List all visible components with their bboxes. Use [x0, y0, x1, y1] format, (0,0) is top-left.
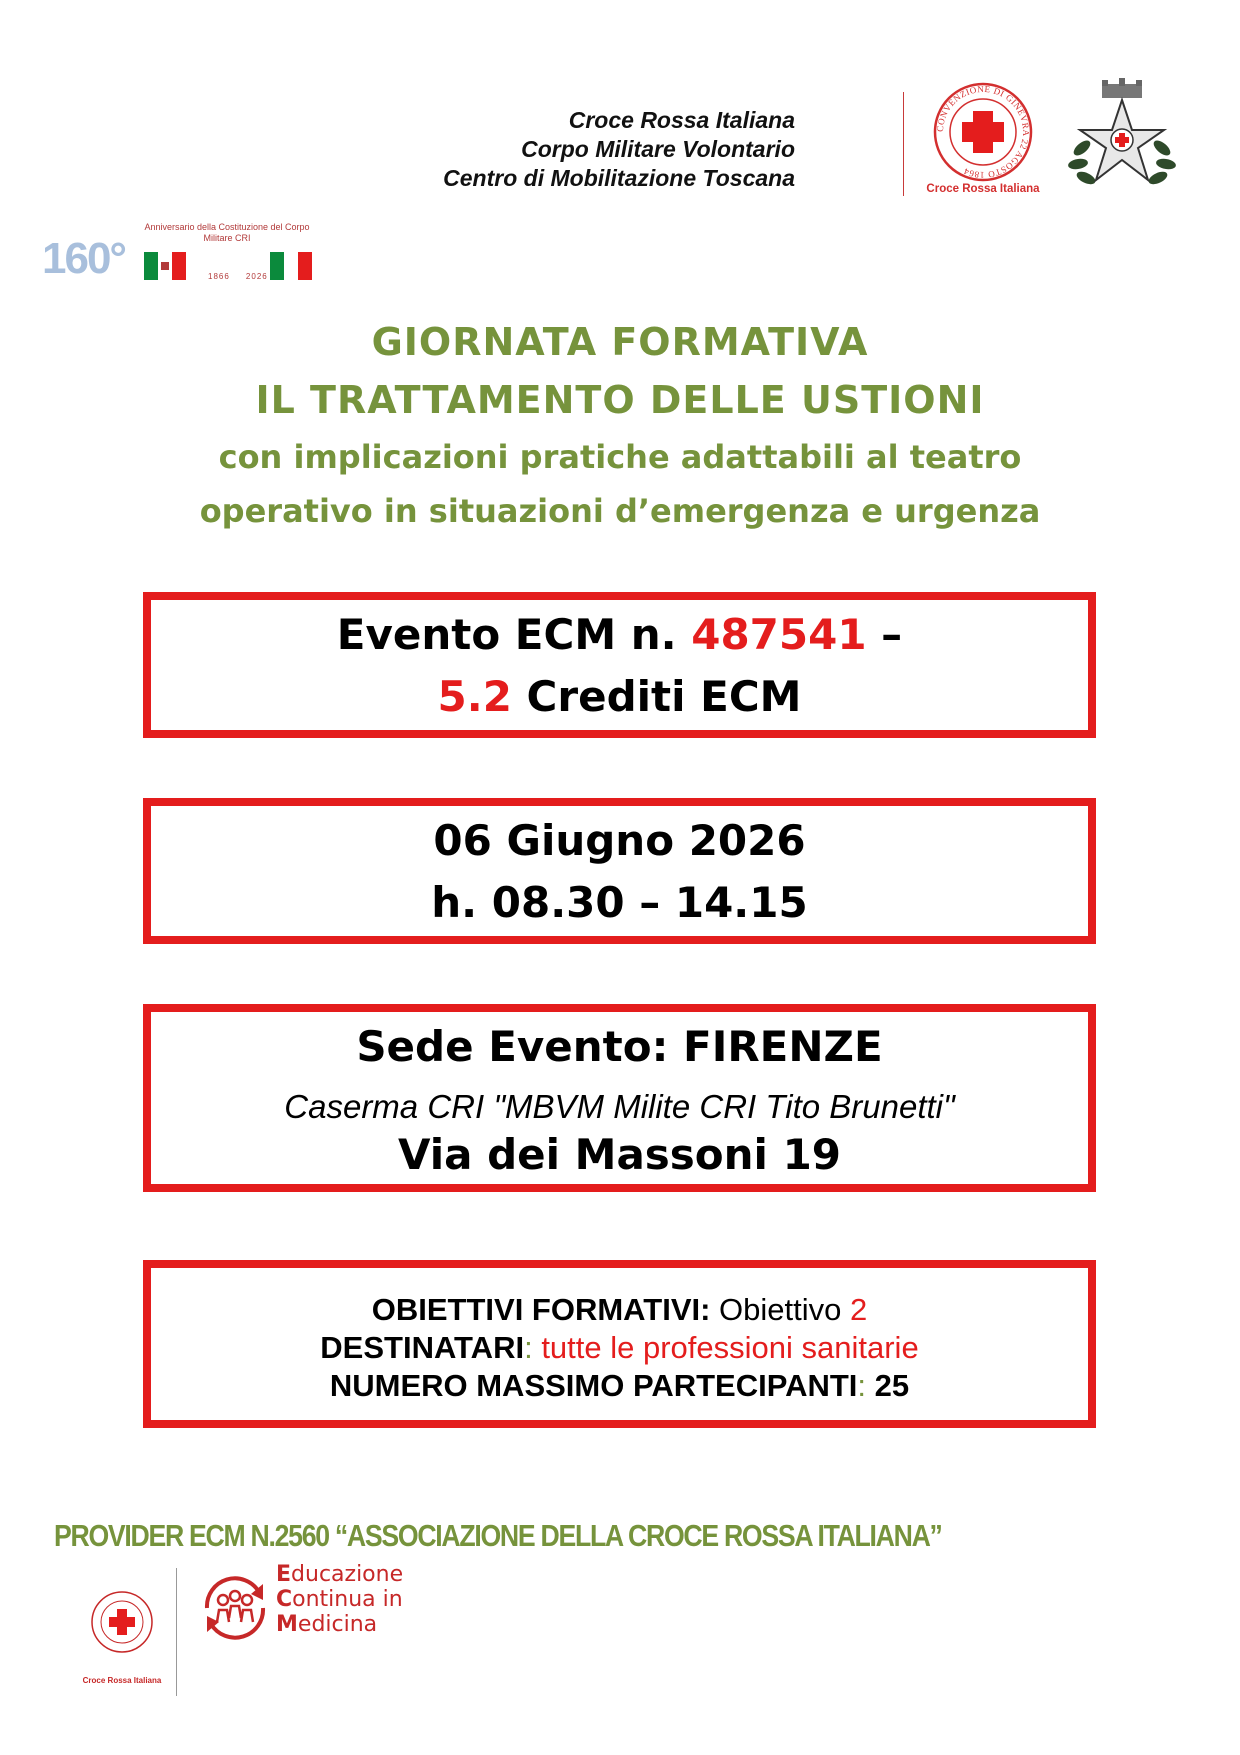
objectives-number: 2: [850, 1292, 868, 1327]
event-date: 06 Giugno 2026: [433, 816, 806, 865]
event-prefix: Evento ECM n.: [336, 610, 692, 659]
anniversary-number: 160°: [42, 234, 126, 283]
objectives-text: Obiettivo: [710, 1292, 850, 1327]
recipients-colon: :: [524, 1330, 533, 1365]
date-box: [143, 798, 1096, 944]
title-line-1: GIORNATA FORMATIVA: [371, 320, 869, 364]
max-participants-line: [151, 1368, 1088, 1404]
org-line-1: Croce Rossa Italiana: [568, 107, 795, 133]
info-box: [143, 1260, 1096, 1428]
people-cycle-icon: [193, 1566, 277, 1650]
anniversary-text: Anniversario della Costituzione del Corpo Militare CRI: [144, 222, 310, 243]
croce-rossa-logo: [912, 80, 1054, 204]
credits-value: 5.2: [437, 672, 512, 721]
max-participants-colon: :: [857, 1368, 867, 1403]
ecm-event-box: [143, 592, 1096, 738]
footer-cri-caption: Croce Rossa Italiana: [82, 1676, 162, 1685]
anniversary-years: [208, 272, 268, 281]
title-line-4: operativo in situazioni d’emergenza e urgenza: [199, 492, 1041, 530]
ecm-logo-text: [276, 1562, 403, 1637]
title-line-3: con implicazioni pratiche adattabili al teatro: [218, 438, 1022, 476]
venue-title: Sede Evento: FIRENZE: [356, 1022, 883, 1071]
event-number-line: [151, 610, 1088, 659]
ecm-initial-e: E: [276, 1562, 292, 1587]
italian-flag-royal-icon: [144, 252, 186, 280]
ecm-line-2-rest: ontinua in: [292, 1587, 403, 1612]
max-participants-label: NUMERO MASSIMO PARTECIPANTI: [329, 1368, 858, 1403]
title-line-2: IL TRATTAMENTO DELLE USTIONI: [255, 378, 985, 422]
venue-address: Via dei Massoni 19: [397, 1130, 842, 1179]
military-corps-star-crest-icon: [1058, 78, 1186, 198]
ecm-logo: [193, 1566, 277, 1650]
org-line-2: Corpo Militare Volontario: [521, 136, 795, 162]
credits-line: [151, 672, 1088, 721]
provider-line: PROVIDER ECM N.2560 “ASSOCIAZIONE DELLA CROCE ROSSA ITALIANA”: [54, 1518, 942, 1553]
credits-label: Crediti ECM: [511, 672, 802, 721]
event-suffix: –: [866, 610, 903, 659]
objectives-label: OBIETTIVI FORMATIVI:: [371, 1292, 711, 1327]
ecm-initial-c: C: [276, 1587, 293, 1612]
event-number: 487541: [691, 610, 867, 659]
header-divider: [903, 92, 904, 196]
military-corps-crest: [1058, 78, 1186, 198]
red-cross-emblem-icon: [912, 80, 1054, 184]
recipients-line: [151, 1330, 1088, 1366]
objectives-line: [151, 1292, 1088, 1328]
year-end: 2026: [245, 272, 268, 281]
italian-flag-icon: [270, 252, 312, 280]
svg-text:CONVENZIONE DI GINEVRA 22 AGOS: CONVENZIONE DI GINEVRA 22 AGOSTO 1864: [934, 83, 1032, 181]
footer-croce-rossa-logo: [82, 1572, 200, 1690]
ecm-line-3: [276, 1612, 403, 1637]
org-line-3: Centro di Mobilitazione Toscana: [443, 165, 795, 191]
recipients-label: DESTINATARI: [320, 1330, 525, 1365]
ecm-line-3-rest: edicina: [297, 1612, 378, 1637]
ecm-initial-m: M: [276, 1612, 298, 1637]
cri-logo-caption: Croce Rossa Italiana: [926, 183, 1040, 195]
venue-box: [143, 1004, 1096, 1192]
year-start: 1866: [208, 272, 230, 281]
ecm-line-1: [276, 1562, 403, 1587]
anniversary-badge: [42, 222, 322, 284]
organization-header: [443, 106, 795, 193]
venue-building: Caserma CRI "MBVM Milite CRI Tito Brunetti": [284, 1088, 955, 1125]
max-participants-value: 25: [866, 1368, 910, 1403]
event-time: h. 08.30 – 14.15: [431, 878, 808, 927]
footer-divider: [176, 1568, 177, 1696]
recipients-value: tutte le professioni sanitarie: [532, 1330, 919, 1365]
ecm-line-2: [276, 1587, 403, 1612]
ecm-line-1-rest: ducazione: [291, 1562, 404, 1587]
red-cross-emblem-icon: [82, 1572, 200, 1672]
